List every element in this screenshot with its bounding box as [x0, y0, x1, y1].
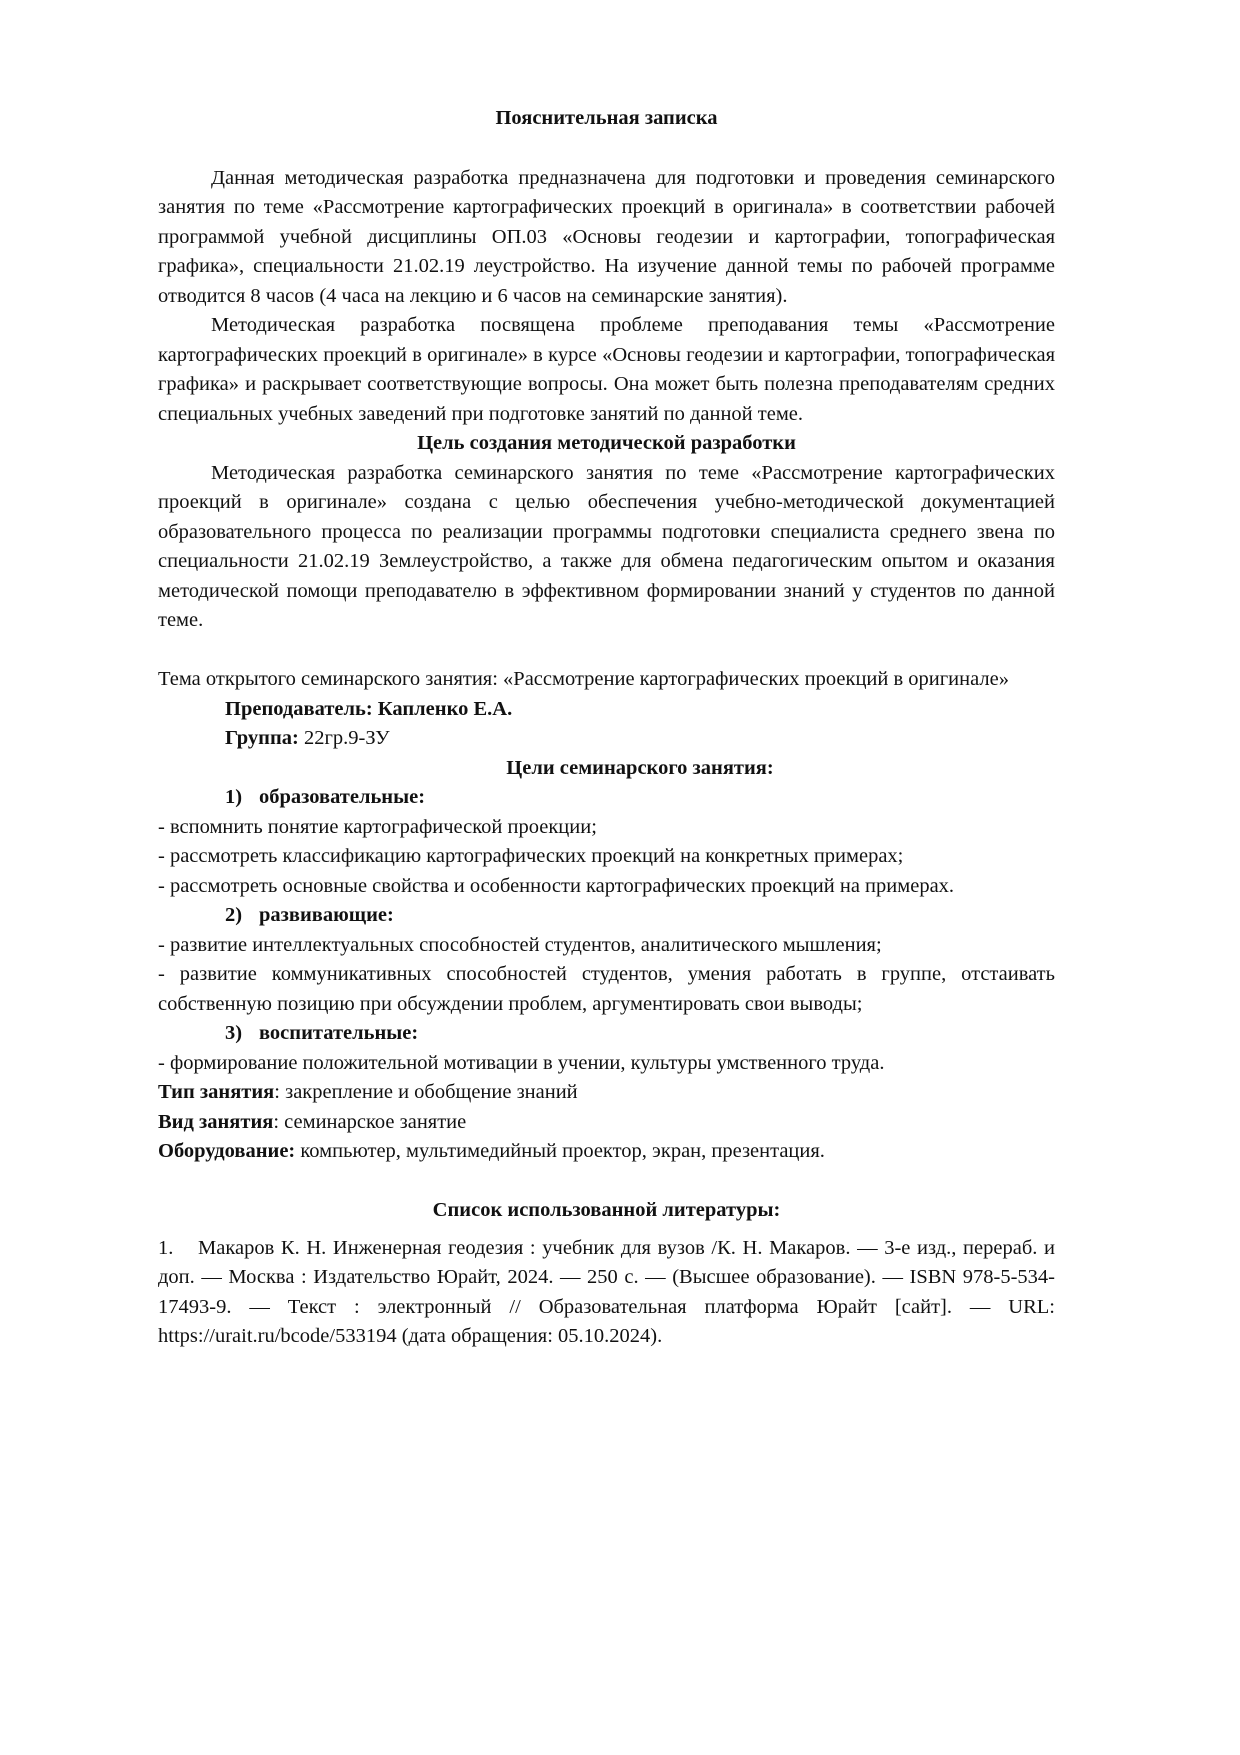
reference-text: Макаров К. Н. Инженерная геодезия : учебник для вузов /К. Н. Макаров. — 3-е изд., перераб. и доп. — Москва : Издательство Юрайт, 2024. — 250 с. — (Высшее образование). — ISBN 978-5-534-17493-9. — Текст : электронный // Образовательная платформа Юрайт [сайт]. — URL: https://urait.ru/bcode/533194 (дата обращения: 05.10.2024).	[158, 1236, 1055, 1347]
objective-item: - рассмотреть классификацию картографических проекций на конкретных примерах;	[158, 845, 904, 867]
objective-item: - рассмотреть основные свойства и особенности картографических проекций на примерах.	[158, 874, 955, 897]
teacher-line: Преподаватель: Капленко Е.А.	[225, 697, 513, 720]
goal-paragraph: Методическая разработка семинарского занятия по теме «Рассмотрение картографических проекций в оригинале» создана с целью обеспечения учебно-методической документацией образовательного процесса по реализации программы подготовки специалиста среднего звена по специальности 21.02.19 Землеустройство, а также для обмена педагогическим опытом и оказания методической помощи преподавателю в эффективном формировании знаний у студентов по данной теме.	[158, 461, 1055, 631]
objective-heading-developmental: 2) развивающие:	[225, 904, 394, 926]
objective-item: - развитие коммуникативных способностей студентов, умения работать в группе, отстаивать собственную позицию при обсуждении проблем, аргументировать свои выводы;	[158, 963, 1055, 1015]
equipment-label: Оборудование:	[158, 1140, 296, 1162]
equipment-line	[158, 1137, 1055, 1167]
objective-heading-educational: 1) образовательные:	[225, 786, 426, 808]
document-page	[158, 104, 1055, 1352]
references-heading: Список использованной литературы:	[432, 1199, 781, 1221]
group-value: 22гр.9-ЗУ	[298, 727, 390, 749]
reference-number: 1.	[158, 1236, 174, 1259]
group-label: Группа:	[225, 727, 299, 749]
goal-heading: Цель создания методической разработки	[417, 432, 796, 454]
objective-item: - развитие интеллектуальных способностей студентов, аналитического мышления;	[158, 933, 882, 956]
intro-paragraph-1: Данная методическая разработка предназначена для подготовки и проведения семинарского занятия по теме «Рассмотрение картографических проекций в оригинала» в соответствии рабочей программой учебной дисциплины ОП.03 «Основы геодезии и картографии, топографическая графика», специальности 21.02.19 леустройство. На изучение данной темы по рабочей программе отводится 8 часов (4 часа на лекцию и 6 часов на семинарские занятия).	[158, 166, 1055, 307]
lesson-type-label: Тип занятия	[158, 1081, 275, 1103]
group-line	[158, 724, 1055, 754]
intro-paragraph-2: Методическая разработка посвящена проблеме преподавания темы «Рассмотрение картографических проекций в оригинале» в курсе «Основы геодезии и картографии, топографическая графика» и раскрывает соответствующие вопросы. Она может быть полезна преподавателям средних специальных учебных заведений при подготовке занятий по данной теме.	[158, 314, 1055, 425]
lesson-kind-line	[158, 1108, 1055, 1138]
lesson-kind-label: Вид занятия	[158, 1110, 274, 1133]
objective-item: - формирование положительной мотивации в учении, культуры умственного труда.	[158, 1051, 885, 1074]
lesson-kind-value: : семинарское занятие	[273, 1110, 467, 1133]
equipment-value: компьютер, мультимедийный проектор, экран, презентация.	[295, 1140, 825, 1162]
lesson-type-line	[158, 1078, 1055, 1108]
objective-item: - вспомнить понятие картографической проекции;	[158, 815, 597, 838]
lesson-type-value: : закрепление и обобщение знаний	[274, 1081, 578, 1103]
reference-item	[158, 1234, 1055, 1352]
objective-heading-upbringing: 3) воспитательные:	[225, 1022, 419, 1044]
document-title: Пояснительная записка	[495, 107, 718, 129]
topic-line: Тема открытого семинарского занятия: «Рассмотрение картографических проекций в оригинале»	[158, 668, 1009, 690]
objectives-heading: Цели семинарского занятия:	[506, 756, 774, 779]
